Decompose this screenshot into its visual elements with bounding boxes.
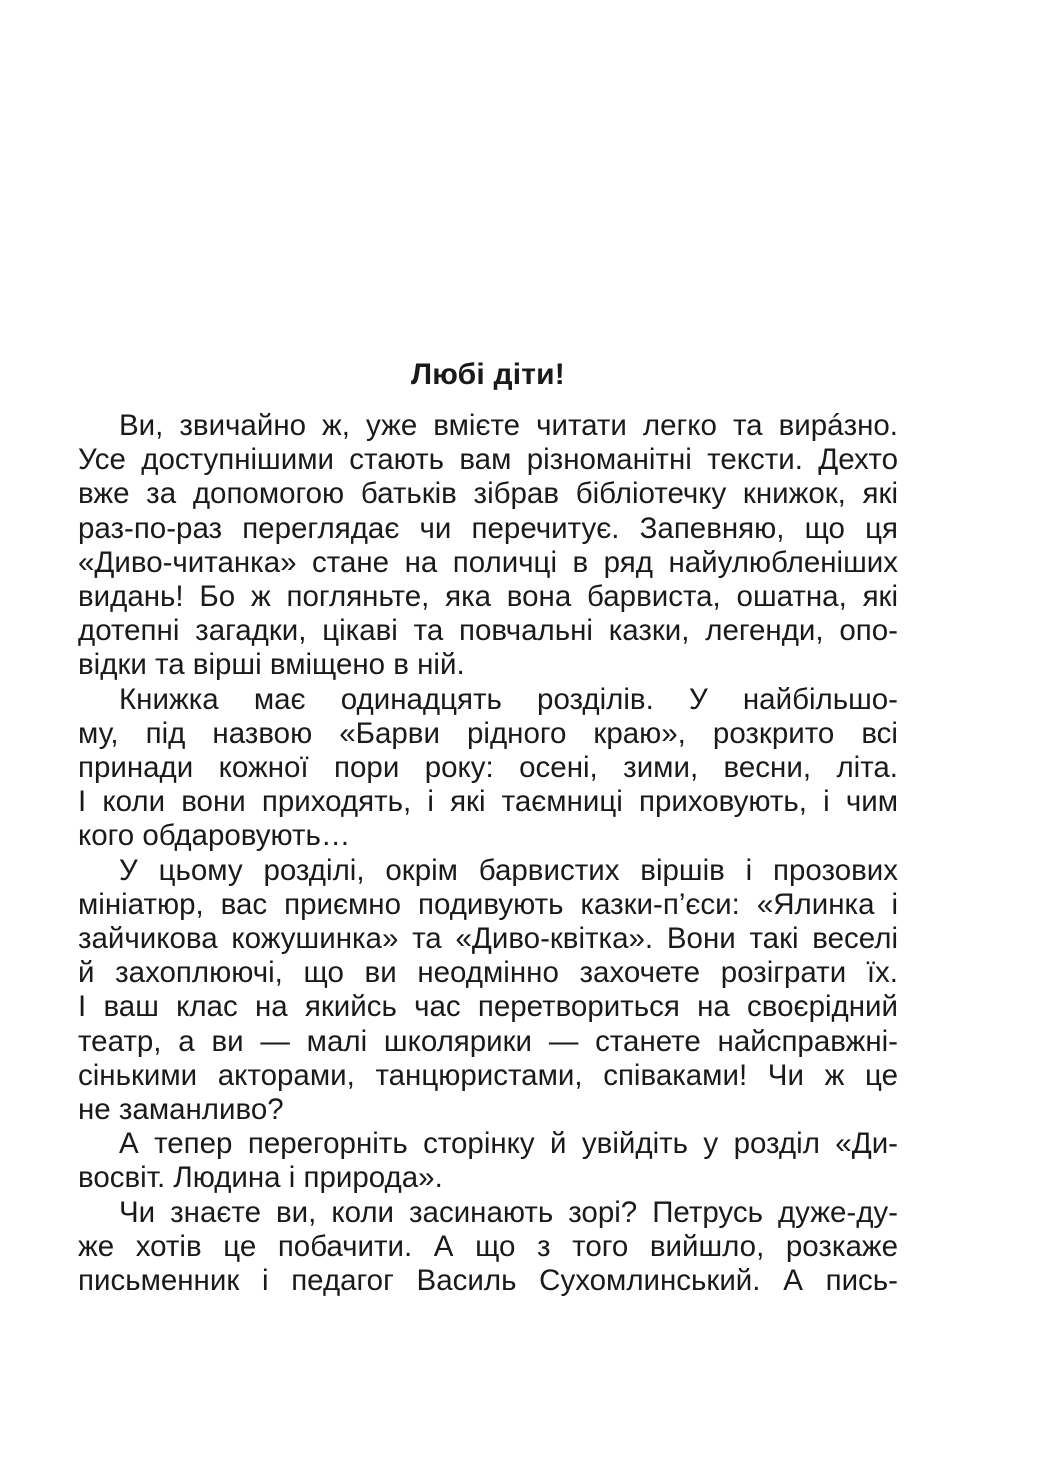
text-line: театр, а ви — малі школярики — станете найсправжні- bbox=[78, 1024, 898, 1058]
paragraph-2 bbox=[78, 683, 898, 854]
text-line: восвіт. Людина і природа». bbox=[78, 1161, 443, 1195]
text-line: же хотів це побачити. А що з того вийшло, розкаже bbox=[78, 1229, 898, 1263]
paragraph-5 bbox=[78, 1196, 898, 1299]
paragraph-4 bbox=[78, 1127, 898, 1195]
text-line: му, під назвою «Барви рідного краю», розкрито всі bbox=[78, 716, 898, 750]
text-line: Чи знаєте ви, коли засинають зорі? Петрусь дуже-ду- bbox=[119, 1195, 898, 1229]
text-line: Книжка має одинадцять розділів. У найбільшо- bbox=[119, 682, 898, 716]
text-line: й захоплюючі, що ви неодмінно захочете розіграти їх. bbox=[78, 956, 898, 990]
text-line: А тепер перегорніть сторінку й увійдіть у розділ «Ди- bbox=[119, 1127, 898, 1161]
text-line: сінькими акторами, танцюристами, співаками! Чи ж це bbox=[78, 1058, 898, 1092]
text-line: не заманливо? bbox=[78, 1093, 284, 1127]
text-line: відки та вірші вміщено в ній. bbox=[78, 648, 465, 682]
text-line: У цьому розділі, окрім барвистих віршів і прозових bbox=[119, 853, 898, 887]
text-line: видань! Бо ж погляньте, яка вона барвиста, ошатна, які bbox=[78, 580, 898, 614]
paragraph-3 bbox=[78, 854, 898, 1128]
text-line: І ваш клас на якийсь час перетвориться на своєрідний bbox=[78, 990, 898, 1024]
text-line: письменник і педагог Василь Сухомлинський. А пись- bbox=[78, 1264, 898, 1298]
text-line: принади кожної пори року: осені, зими, весни, літа. bbox=[78, 751, 898, 785]
paragraph-1 bbox=[78, 409, 898, 683]
text-line: кого обдаровують… bbox=[78, 819, 351, 853]
text-line: І коли вони приходять, і які таємниці приховують, і чим bbox=[78, 785, 898, 819]
text-line: Усе доступнішими стають вам різноманітні тексти. Дехто bbox=[78, 443, 898, 477]
text-line: мініатюр, вас приємно подивують казки-п’єси: «Ялинка і bbox=[78, 887, 898, 921]
body-text bbox=[78, 409, 898, 1298]
text-line: раз-по-раз переглядає чи перечитує. Запевняю, що ця bbox=[78, 511, 898, 545]
text-line: Ви, звичайно ж, уже вмієте читати легко та вирáзно. bbox=[119, 409, 898, 442]
text-line: зайчикова кожушинка» та «Диво-квітка». Вони такі веселі bbox=[78, 922, 898, 956]
text-line: вже за допомогою батьків зібрав бібліотечку книжок, які bbox=[78, 477, 898, 511]
text-line: дотепні загадки, цікаві та повчальні казки, легенди, опо- bbox=[78, 614, 898, 648]
page-content bbox=[78, 355, 898, 1298]
text-line: «Диво-читанка» стане на поличці в ряд найулюбленіших bbox=[78, 545, 898, 579]
page-title: Любі діти! bbox=[411, 358, 565, 391]
